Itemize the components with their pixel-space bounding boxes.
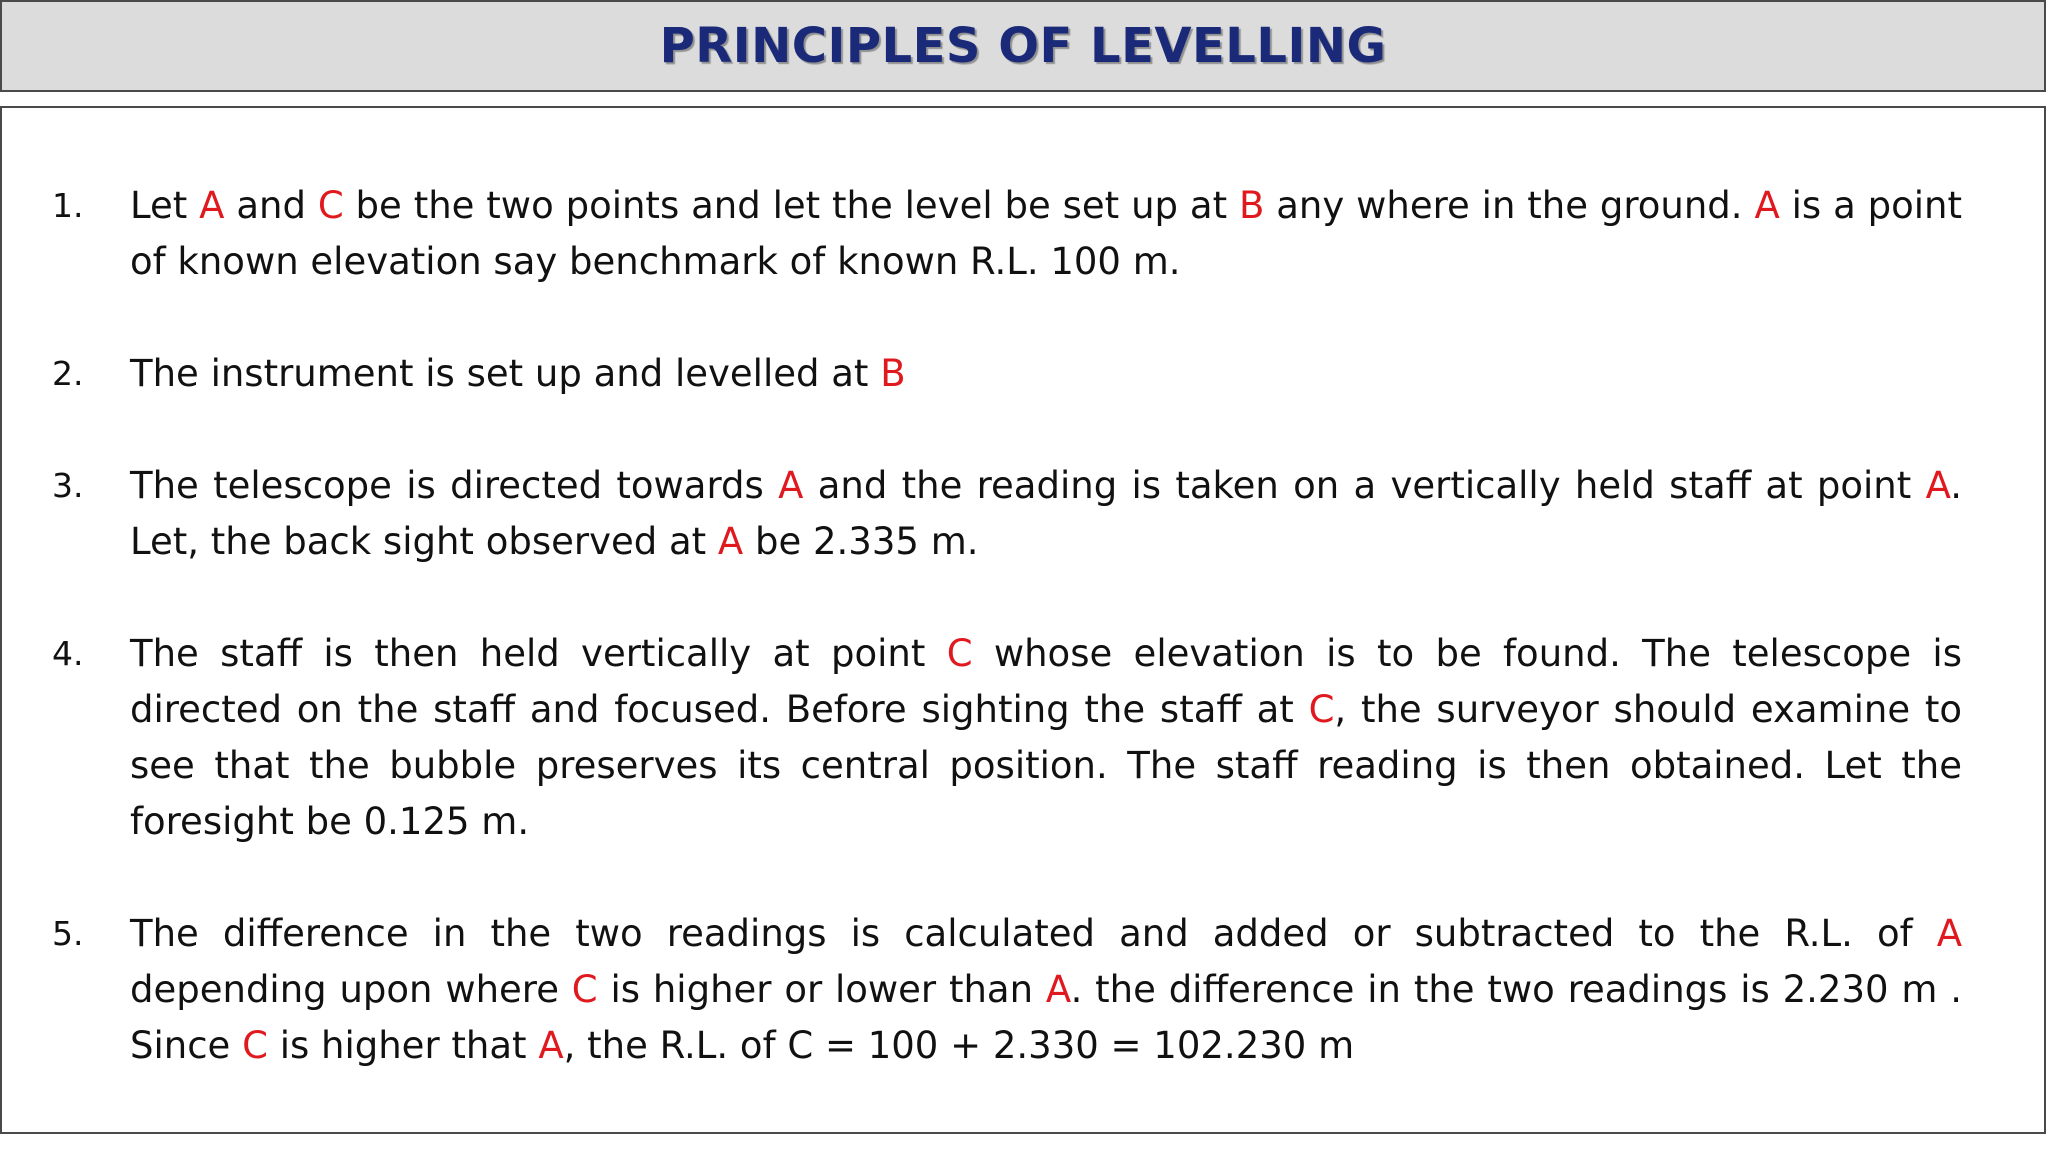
point-label: C <box>1308 688 1335 731</box>
text-run: . Let, the back sight observed at <box>130 464 1962 563</box>
point-label: A <box>1045 968 1071 1011</box>
content-box <box>0 106 2046 1134</box>
list-item-text <box>130 912 1962 1067</box>
text-run: depending upon where <box>130 968 572 1011</box>
list-item-text <box>130 184 1962 283</box>
list-item-number: 5. <box>52 914 84 953</box>
point-label: A <box>1936 912 1962 955</box>
text-run: and <box>224 184 318 227</box>
point-label: B <box>1238 184 1265 227</box>
list-item-text <box>130 352 906 395</box>
point-label: A <box>538 1024 564 1067</box>
title-bar <box>0 0 2046 92</box>
list-item <box>52 626 1962 850</box>
list-item-number: 4. <box>52 634 84 673</box>
page-title: PRINCIPLES OF LEVELLING <box>659 18 1387 74</box>
text-run: The instrument is set up and levelled at <box>130 352 881 395</box>
point-label: A <box>1925 464 1951 507</box>
list-item-text <box>130 464 1962 563</box>
text-run: The telescope is directed towards <box>130 464 779 507</box>
text-run: is higher that <box>267 1024 539 1067</box>
list-item-number: 2. <box>52 354 84 393</box>
text-run: Let <box>130 184 200 227</box>
point-label: A <box>1754 184 1780 227</box>
point-label: A <box>199 184 225 227</box>
point-label: A <box>778 464 804 507</box>
text-run: and the reading is taken on a vertically held staff at point <box>803 464 1926 507</box>
text-run: be the two points and let the level be set up at <box>343 184 1239 227</box>
list-item <box>52 346 1962 402</box>
text-run: . the difference in the two readings is 2.230 m . Since <box>130 968 1962 1067</box>
steps-list <box>52 178 1962 1130</box>
point-label: C <box>946 632 973 675</box>
list-item <box>52 458 1962 570</box>
text-run: , the R.L. of C = 100 + 2.330 = 102.230 m <box>563 1024 1355 1067</box>
text-run: , the surveyor should examine to see that the bubble preserves its central position. The staff reading is then obtained. Let the foresight be 0.125 m. <box>130 688 1963 843</box>
point-label: C <box>317 184 344 227</box>
text-run: be 2.335 m. <box>743 520 979 563</box>
text-run: is higher or lower than <box>597 968 1046 1011</box>
text-run: The staff is then held vertically at point <box>130 632 947 675</box>
list-item <box>52 178 1962 290</box>
list-item-number: 3. <box>52 466 84 505</box>
point-label: C <box>242 1024 268 1067</box>
list-item-text <box>130 632 1962 843</box>
text-run: any where in the ground. <box>1264 184 1755 227</box>
text-run: whose elevation is to be found. The telescope is directed on the staff and focused. Before sighting the staff at <box>130 632 1962 731</box>
list-item <box>52 906 1962 1074</box>
point-label: C <box>571 968 598 1011</box>
text-run: is a point of known elevation say benchmark of known R.L. 100 m. <box>130 184 1963 283</box>
text-run: The difference in the two readings is calculated and added or subtracted to the R.L. of <box>130 912 1937 955</box>
list-item-number: 1. <box>52 186 84 225</box>
point-label: A <box>717 520 744 563</box>
point-label: B <box>880 352 906 395</box>
